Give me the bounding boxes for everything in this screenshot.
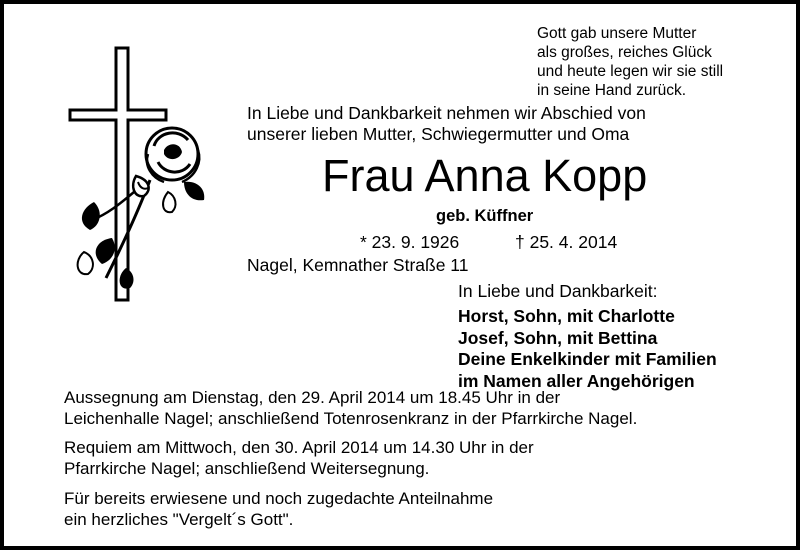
thanks-note (64, 489, 493, 530)
motto-verse (537, 24, 723, 100)
maiden-name: geb. Küffner (436, 207, 534, 225)
address: Nagel, Kemnather Straße 11 (247, 255, 469, 275)
mourner-line: Josef, Sohn, mit Bettina (458, 327, 658, 348)
cross-with-rose-icon (64, 42, 224, 312)
mourner-line: Horst, Sohn, mit Charlotte (458, 306, 675, 326)
mourners-list (458, 306, 717, 392)
motto-line: in seine Hand zurück. (537, 82, 687, 99)
funeral-line: Aussegnung am Dienstag, den 29. April 2014 um 18.45 Uhr in der (64, 388, 561, 407)
mourners-heading: In Liebe und Dankbarkeit: (458, 281, 658, 301)
mourner-line: im Namen aller Angehörigen (458, 370, 695, 391)
funeral-info (64, 388, 637, 429)
motto-line: und heute legen wir sie still (537, 63, 724, 80)
mourner-line: Deine Enkelkinder mit Familien (458, 349, 717, 369)
thanks-line: ein herzliches "Vergelt´s Gott". (64, 509, 294, 529)
requiem-info (64, 438, 534, 479)
motto-line: als großes, reiches Glück (537, 44, 712, 61)
motto-line: Gott gab unsere Mutter (537, 25, 697, 42)
intro-text (247, 103, 646, 145)
death-date: † 25. 4. 2014 (515, 232, 618, 252)
birth-date: * 23. 9. 1926 (360, 232, 460, 252)
intro-line: unserer lieben Mutter, Schwiegermutter und Oma (247, 124, 630, 144)
deceased-name: Frau Anna Kopp (322, 150, 648, 201)
intro-line: In Liebe und Dankbarkeit nehmen wir Abschied von (247, 103, 646, 123)
requiem-line: Requiem am Mittwoch, den 30. April 2014 um 14.30 Uhr in der (64, 438, 534, 457)
requiem-line: Pfarrkirche Nagel; anschließend Weitersegnung. (64, 458, 430, 478)
funeral-line: Leichenhalle Nagel; anschließend Totenrosenkranz in der Pfarrkirche Nagel. (64, 408, 638, 428)
thanks-line: Für bereits erwiesene und noch zugedachte Anteilnahme (64, 489, 494, 508)
